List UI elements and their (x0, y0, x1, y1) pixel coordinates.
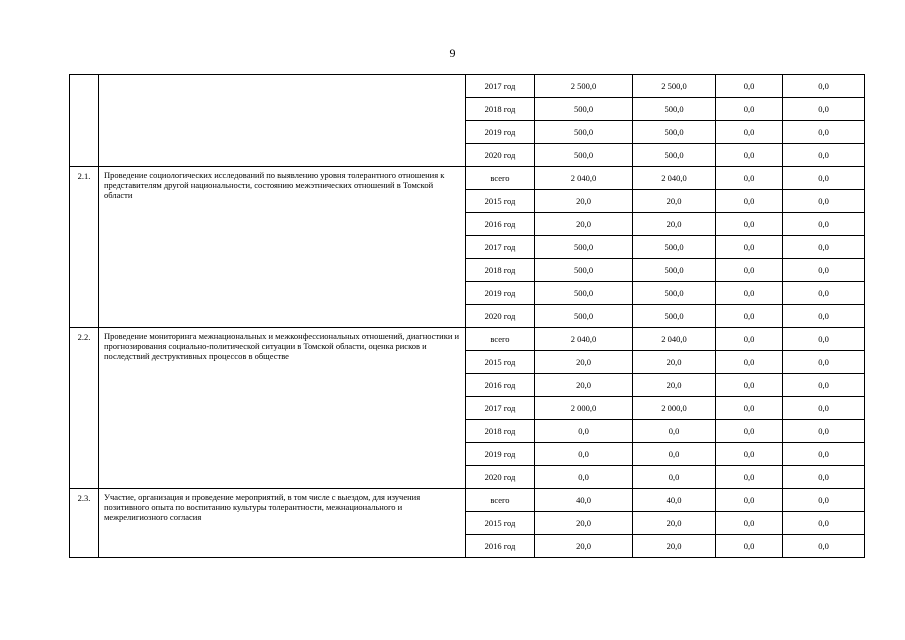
other-sources-amount: 0,0 (783, 190, 865, 213)
total-amount: 20,0 (535, 374, 633, 397)
federal-budget-amount: 0,0 (716, 535, 783, 558)
other-sources-amount: 0,0 (783, 144, 865, 167)
total-amount: 20,0 (535, 512, 633, 535)
regional-budget-amount: 2 500,0 (633, 75, 716, 98)
federal-budget-amount: 0,0 (716, 144, 783, 167)
federal-budget-amount: 0,0 (716, 328, 783, 351)
total-amount: 0,0 (535, 443, 633, 466)
year-cell: 2018 год (466, 259, 535, 282)
other-sources-amount: 0,0 (783, 443, 865, 466)
total-amount: 500,0 (535, 144, 633, 167)
regional-budget-amount: 20,0 (633, 374, 716, 397)
item-description: Проведение социологических исследований по выявлению уровня толерантного отношения к представителям другой национальности, состоянию межэтнических отношений в Томской области (99, 167, 466, 328)
total-amount: 500,0 (535, 236, 633, 259)
other-sources-amount: 0,0 (783, 213, 865, 236)
year-cell: 2020 год (466, 305, 535, 328)
federal-budget-amount: 0,0 (716, 374, 783, 397)
item-number: 2.1. (70, 167, 99, 328)
total-amount: 500,0 (535, 305, 633, 328)
total-amount: 20,0 (535, 213, 633, 236)
other-sources-amount: 0,0 (783, 236, 865, 259)
other-sources-amount: 0,0 (783, 98, 865, 121)
other-sources-amount: 0,0 (783, 167, 865, 190)
total-amount: 40,0 (535, 489, 633, 512)
total-amount: 500,0 (535, 98, 633, 121)
year-cell: 2017 год (466, 75, 535, 98)
year-cell: 2020 год (466, 144, 535, 167)
regional-budget-amount: 500,0 (633, 98, 716, 121)
federal-budget-amount: 0,0 (716, 190, 783, 213)
total-amount: 500,0 (535, 121, 633, 144)
other-sources-amount: 0,0 (783, 397, 865, 420)
regional-budget-amount: 500,0 (633, 282, 716, 305)
year-cell: всего (466, 167, 535, 190)
table-row (70, 75, 865, 98)
total-amount: 2 500,0 (535, 75, 633, 98)
total-amount: 500,0 (535, 282, 633, 305)
federal-budget-amount: 0,0 (716, 305, 783, 328)
federal-budget-amount: 0,0 (716, 443, 783, 466)
federal-budget-amount: 0,0 (716, 420, 783, 443)
year-cell: 2015 год (466, 351, 535, 374)
regional-budget-amount: 500,0 (633, 144, 716, 167)
year-cell: 2018 год (466, 420, 535, 443)
year-cell: 2019 год (466, 121, 535, 144)
regional-budget-amount: 500,0 (633, 236, 716, 259)
regional-budget-amount: 500,0 (633, 259, 716, 282)
year-cell: 2019 год (466, 443, 535, 466)
other-sources-amount: 0,0 (783, 305, 865, 328)
other-sources-amount: 0,0 (783, 351, 865, 374)
item-description (99, 75, 466, 167)
regional-budget-amount: 0,0 (633, 466, 716, 489)
other-sources-amount: 0,0 (783, 466, 865, 489)
table-row (70, 489, 865, 512)
year-cell: 2020 год (466, 466, 535, 489)
federal-budget-amount: 0,0 (716, 213, 783, 236)
regional-budget-amount: 0,0 (633, 420, 716, 443)
table-row (70, 167, 865, 190)
other-sources-amount: 0,0 (783, 374, 865, 397)
federal-budget-amount: 0,0 (716, 259, 783, 282)
other-sources-amount: 0,0 (783, 75, 865, 98)
year-cell: 2016 год (466, 535, 535, 558)
federal-budget-amount: 0,0 (716, 282, 783, 305)
year-cell: 2016 год (466, 213, 535, 236)
table-row (70, 328, 865, 351)
year-cell: 2017 год (466, 236, 535, 259)
item-description: Проведение мониторинга межнациональных и межконфессиональных отношений, диагностики и прогнозирования социально-политической ситуации в Томской области, оценка рисков и последствий деструктивных процессов в обществе (99, 328, 466, 489)
other-sources-amount: 0,0 (783, 259, 865, 282)
other-sources-amount: 0,0 (783, 282, 865, 305)
other-sources-amount: 0,0 (783, 512, 865, 535)
regional-budget-amount: 40,0 (633, 489, 716, 512)
total-amount: 20,0 (535, 351, 633, 374)
total-amount: 20,0 (535, 190, 633, 213)
other-sources-amount: 0,0 (783, 489, 865, 512)
federal-budget-amount: 0,0 (716, 121, 783, 144)
budget-table (69, 74, 865, 558)
total-amount: 0,0 (535, 420, 633, 443)
total-amount: 20,0 (535, 535, 633, 558)
total-amount: 2 040,0 (535, 328, 633, 351)
federal-budget-amount: 0,0 (716, 75, 783, 98)
federal-budget-amount: 0,0 (716, 489, 783, 512)
other-sources-amount: 0,0 (783, 328, 865, 351)
regional-budget-amount: 20,0 (633, 512, 716, 535)
item-number (70, 75, 99, 167)
regional-budget-amount: 0,0 (633, 443, 716, 466)
year-cell: всего (466, 489, 535, 512)
regional-budget-amount: 500,0 (633, 121, 716, 144)
federal-budget-amount: 0,0 (716, 98, 783, 121)
total-amount: 2 040,0 (535, 167, 633, 190)
year-cell: 2019 год (466, 282, 535, 305)
federal-budget-amount: 0,0 (716, 236, 783, 259)
other-sources-amount: 0,0 (783, 535, 865, 558)
regional-budget-amount: 20,0 (633, 351, 716, 374)
other-sources-amount: 0,0 (783, 420, 865, 443)
federal-budget-amount: 0,0 (716, 351, 783, 374)
federal-budget-amount: 0,0 (716, 512, 783, 535)
total-amount: 0,0 (535, 466, 633, 489)
year-cell: 2015 год (466, 190, 535, 213)
regional-budget-amount: 20,0 (633, 213, 716, 236)
other-sources-amount: 0,0 (783, 121, 865, 144)
year-cell: 2018 год (466, 98, 535, 121)
regional-budget-amount: 20,0 (633, 190, 716, 213)
item-number: 2.3. (70, 489, 99, 558)
federal-budget-amount: 0,0 (716, 167, 783, 190)
total-amount: 2 000,0 (535, 397, 633, 420)
federal-budget-amount: 0,0 (716, 466, 783, 489)
regional-budget-amount: 2 040,0 (633, 328, 716, 351)
year-cell: 2015 год (466, 512, 535, 535)
table-body (70, 75, 865, 558)
year-cell: 2016 год (466, 374, 535, 397)
page-number: 9 (449, 46, 456, 60)
item-description: Участие, организация и проведение мероприятий, в том числе с выездом, для изучения позитивного опыта по воспитанию культуры толерантности, межнационального и межрелигиозного согласия (99, 489, 466, 558)
regional-budget-amount: 2 000,0 (633, 397, 716, 420)
regional-budget-amount: 20,0 (633, 535, 716, 558)
year-cell: 2017 год (466, 397, 535, 420)
regional-budget-amount: 500,0 (633, 305, 716, 328)
federal-budget-amount: 0,0 (716, 397, 783, 420)
year-cell: всего (466, 328, 535, 351)
total-amount: 500,0 (535, 259, 633, 282)
item-number: 2.2. (70, 328, 99, 489)
regional-budget-amount: 2 040,0 (633, 167, 716, 190)
